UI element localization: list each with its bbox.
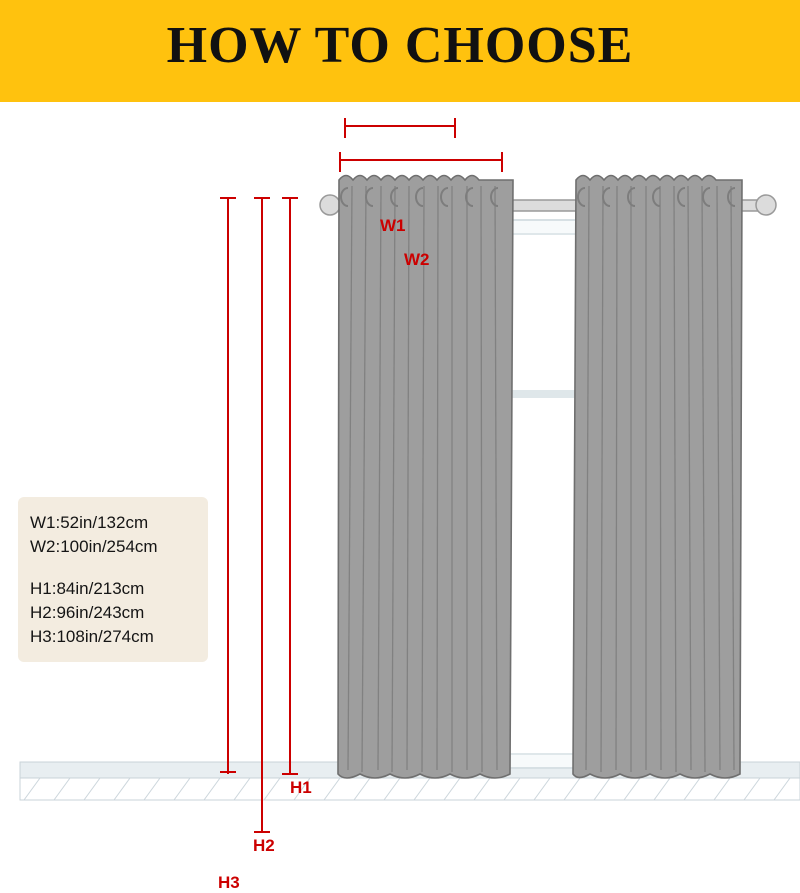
legend-w1: W1:52in/132cm bbox=[30, 513, 149, 532]
measurement-legend bbox=[18, 497, 208, 662]
h3-label: H3 bbox=[218, 873, 240, 892]
curtain-diagram bbox=[0, 102, 800, 800]
h2-dimension-line bbox=[254, 198, 270, 832]
w1-dimension-line bbox=[345, 118, 455, 138]
h1-dimension-line bbox=[282, 198, 298, 774]
legend-h3: H3:108in/274cm bbox=[30, 627, 154, 646]
h3-dimension-line bbox=[220, 198, 236, 774]
h2-label: H2 bbox=[253, 836, 275, 855]
header-banner bbox=[0, 0, 800, 102]
w2-label: W2 bbox=[404, 250, 430, 269]
right-curtain-panel bbox=[573, 176, 742, 779]
page-title: HOW TO CHOOSE bbox=[166, 17, 634, 74]
legend-h1: H1:84in/213cm bbox=[30, 579, 145, 598]
legend-w2: W2:100in/254cm bbox=[30, 537, 158, 556]
legend-h2: H2:96in/243cm bbox=[30, 603, 145, 622]
w1-label: W1 bbox=[380, 216, 406, 235]
illustration-canvas bbox=[0, 102, 800, 892]
w2-dimension-line bbox=[340, 152, 502, 172]
h1-label: H1 bbox=[290, 778, 312, 797]
